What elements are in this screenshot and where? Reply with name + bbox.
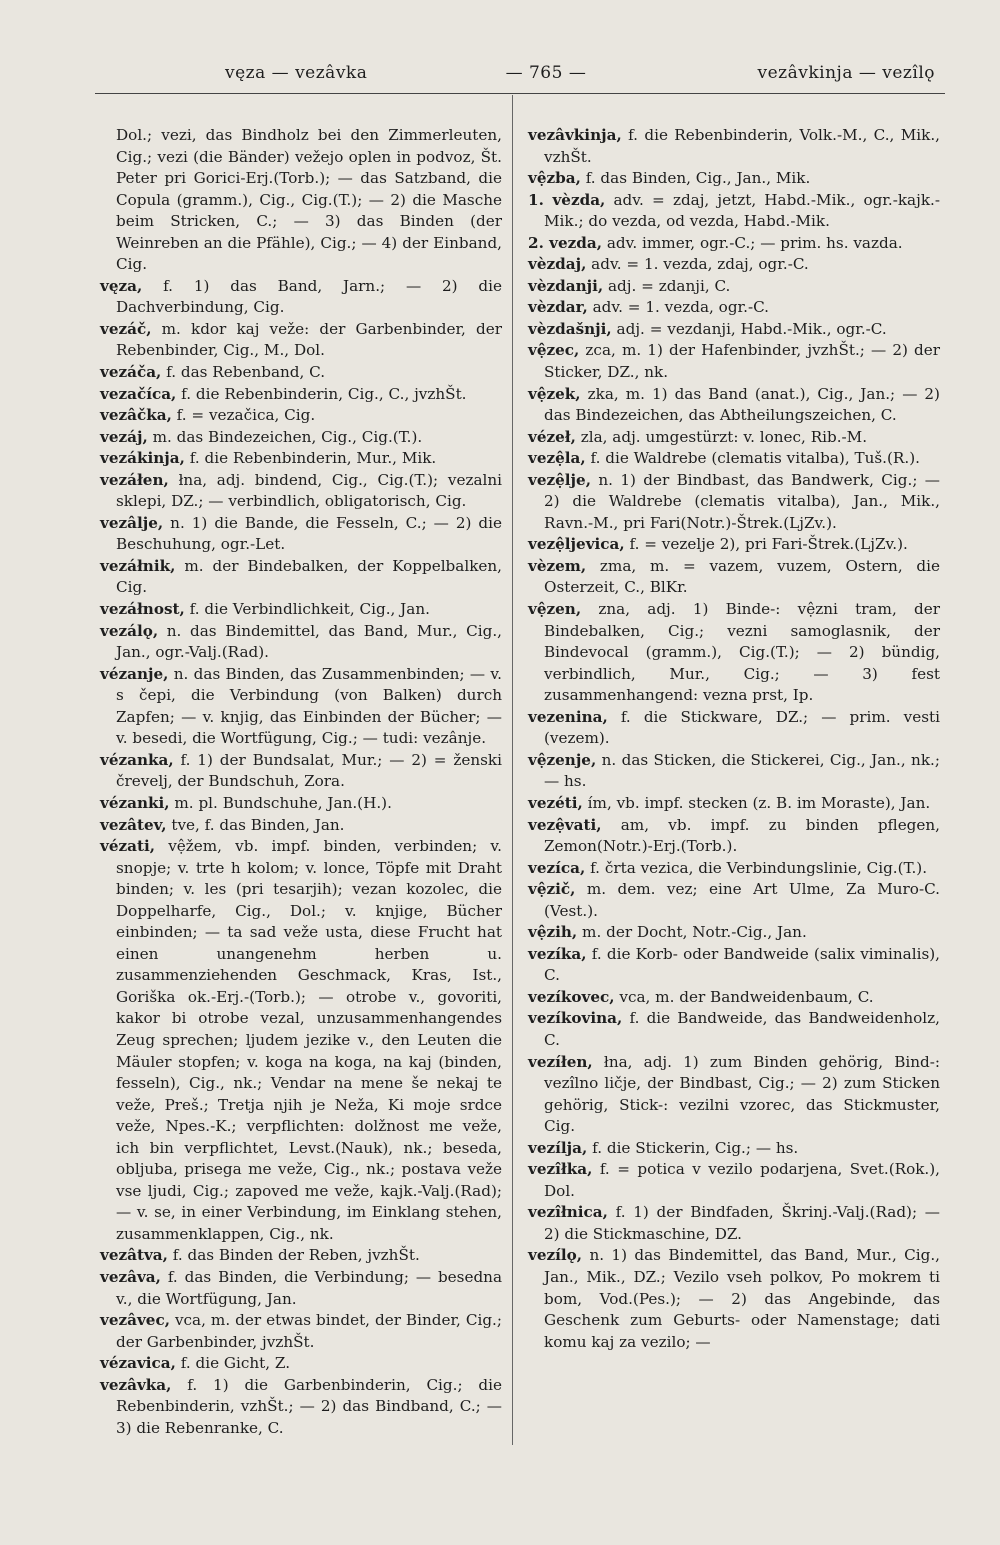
entry-headword: vezíłen, [528,1052,593,1071]
entry-definition: zma, m. = vazem, vuzem, Ostern, die Osterzeit, C., BlKr. [544,556,940,597]
entry-headword: vézeł, [528,427,576,446]
entry-headword: vezílja, [528,1138,588,1157]
dictionary-entry [528,556,940,599]
entry-definition: m. pl. Bundschuhe, Jan.(H.). [169,793,392,812]
entry-definition: am, vb. impf. zu binden pflegen, Zemon(Notr.)-Erj.(Torb.). [544,815,940,856]
dictionary-entry [100,362,502,384]
entry-definition: m. kdor kaj veže: der Garbenbinder, der Rebenbinder, Cig., M., Dol. [116,319,502,360]
entry-definition: f. die Korb- oder Bandweide (salix viminalis), C. [544,944,940,985]
dictionary-entry [528,922,940,944]
entry-headword: vezệljevica, [528,535,625,554]
entry-definition: m. dem. vez; eine Art Ulme, Za Muro-C.(Vest.). [544,880,940,920]
dictionary-entry [100,599,502,621]
entry-headword: vezáłnost, [100,600,185,619]
dictionary-entry [528,815,940,858]
entry-definition: vca, m. der etwas bindet, der Binder, Cig.; der Garbenbinder, jvzhŠt. [116,1311,502,1351]
entry-headword: vezíka, [528,944,587,963]
entry-definition: f. 1) das Band, Jarn.; — 2) die Dachverbindung, Cig. [116,276,502,317]
entry-headword: vezâvec, [100,1311,170,1330]
entry-definition: ím, vb. impf. stecken (z. B. im Moraste), Jan. [582,793,931,812]
dictionary-entry [100,427,502,449]
dictionary-entry [528,1052,940,1138]
dictionary-entry [528,448,940,470]
entry-definition: zna, adj. 1) Binde-: vệzni tram, der Bindebalken, Cig.; vezni samoglasnik, der Bindevocal (gramm.), Cig.(T.); — 2) bündig, verbindlich, Mur., Cig.; — 3) fest zusammenhangend: vezna prst, Ip. [544,600,940,705]
entry-headword: vezáča, [100,363,162,382]
entry-headword: vệzen, [528,600,582,619]
entry-definition: f. die Verbindlichkeit, Cig., Jan. [184,600,430,619]
entry-definition: m. das Bindezeichen, Cig., Cig.(T.). [147,427,423,446]
dictionary-entry [100,1267,502,1310]
dictionary-entry [528,470,940,535]
dictionary-entry [528,944,940,987]
entry-headword: vézanka, [100,750,174,769]
page-number: — 765 — [505,63,587,83]
dictionary-entry [100,621,502,664]
entry-headword: vezâvka, [100,1375,172,1394]
entry-definition: f. = vezačica, Cig. [171,406,316,425]
entry-definition: adv. = 1. vezda, ogr.-C. [587,298,769,317]
entry-definition: n. 1) das Bindemittel, das Band, Mur., Cig., Jan., Mik., DZ.; Vezilo vseh polkov, Po mokrem ti bom, Vod.(Pes.); — 2) das Angebinde, das Geschenk zum Geburts- oder Namenstage; dati komu kaj za vezilo; — [544,1246,940,1351]
entry-definition: f. = vezelje 2), pri Fari-Štrek.(LjZv.). [624,535,908,554]
entry-definition: n. 1) der Bindbast, das Bandwerk, Cig.; — 2) die Waldrebe (clematis vitalba), Jan., Mik., Ravn.-M., pri Fari(Notr.)-Štrek.(LjZv.). [544,470,940,532]
dictionary-entry [100,125,502,276]
entry-headword: vệzih, [528,923,578,942]
entry-headword: vezệvati, [528,815,602,834]
entry-headword: vezîłka, [528,1160,593,1179]
entry-definition: m. der Bindebalken, der Koppelbalken, Cig. [116,556,502,597]
entry-definition: Dol.; vezi, das Bindholz bei den Zimmerleuten, Cig.; vezi (die Bänder) vežejo oplen in podvoz, Št. Peter pri Gorici-Erj.(Torb.); — das Satzband, die Copula (gramm.), Cig., Cig.(T.); — 2) die Masche beim Stricken, C.; — 3) das Binden (der Weinreben an die Pfähle), Cig.; — 4) der Einband, Cig. [116,126,502,274]
entry-definition: f. die Gicht, Z. [175,1354,291,1373]
entry-headword: 2. vezda, [528,233,603,252]
entry-headword: vèzdanji, [528,276,604,295]
entry-headword: vezáłnik, [100,556,176,575]
dictionary-entry [528,858,940,880]
entry-headword: vezâva, [100,1267,161,1286]
dictionary-entry [100,1245,502,1267]
right-column [528,125,940,1353]
entry-headword: vezâtev, [100,815,167,834]
entry-headword: vezâlje, [100,513,164,532]
entry-definition: tve, f. das Binden, Jan. [166,815,345,834]
entry-definition: n. das Sticken, die Stickerei, Cig., Jan., nk.; — hs. [544,750,940,791]
dictionary-entry [528,879,940,922]
entry-headword: vézanje, [100,664,169,683]
entry-headword: vézavica, [100,1354,176,1373]
dictionary-entry [100,319,502,362]
dictionary-entry [528,276,940,298]
entry-definition: f. die Rebenbinderin, Cig., C., jvzhŠt. [176,384,467,403]
dictionary-entry [528,168,940,190]
entry-headword: vệzič, [528,880,576,899]
entry-headword: vęza, [100,276,143,295]
entry-definition: zla, adj. umgestürzt: v. lonec, Rib.-M. [575,427,868,446]
dictionary-entry [100,815,502,837]
page-header [95,58,935,88]
entry-definition: adv. immer, ogr.-C.; — prim. hs. vazda. [602,233,903,252]
dictionary-entry [100,276,502,319]
entry-headword: vèzdašnji, [528,319,612,338]
entry-definition: łna, adj. bindend, Cig., Cig.(T.); vezalni sklepi, DZ.; — verbindlich, obligatorisch, Cig. [116,470,502,511]
column-divider [512,95,513,1445]
dictionary-entry [528,297,940,319]
entry-headword: vezálǫ, [100,621,159,640]
entry-headword: vezệla, [528,449,586,468]
dictionary-entry [100,405,502,427]
entry-definition: m. der Docht, Notr.-Cig., Jan. [577,923,807,942]
entry-definition: f. = potica v vezilo podarjena, Svet.(Rok.), Dol. [544,1160,940,1200]
dictionary-entry [528,427,940,449]
left-column [100,125,502,1439]
entry-headword: vezákinja, [100,449,185,468]
entry-definition: f. das Binden der Reben, jvzhŠt. [167,1246,420,1265]
dictionary-entry [100,750,502,793]
entry-headword: vezîłnica, [528,1203,608,1222]
entry-headword: vezéti, [528,793,583,812]
entry-definition: f. 1) der Bundsalat, Mur.; — 2) = ženski črevelj, der Bundschuh, Zora. [116,750,502,791]
dictionary-entry [528,1202,940,1245]
dictionary-entry [100,836,502,1245]
dictionary-entry [100,1353,502,1375]
dictionary-entry [528,987,940,1009]
entry-definition: f. die Waldrebe (clematis vitalba), Tuš.(R.). [585,449,920,468]
entry-definition: łna, adj. 1) zum Binden gehörig, Bind-: vezîlno ličje, der Bindbast, Cig.; — 2) zum Sticken gehörig, Stick-: vezilni vzorec, das Stickmuster, Cig. [544,1052,940,1136]
header-right-guide-words: vezâvkinja — vezîlǫ [757,63,935,83]
entry-definition: f. 1) der Bindfaden, Škrinj.-Valj.(Rad); — 2) die Stickmaschine, DZ. [544,1203,940,1243]
entry-definition: vca, m. der Bandweidenbaum, C. [614,987,874,1006]
dictionary-entry [100,664,502,750]
entry-definition: adj. = zdanji, C. [603,276,731,295]
entry-headword: vézanki, [100,793,170,812]
entry-headword: vèzdaj, [528,255,587,274]
entry-headword: vezíkovina, [528,1009,623,1028]
entry-definition: f. das Binden, die Verbindung; — besedna v., die Wortfügung, Jan. [116,1267,502,1308]
entry-definition: n. das Binden, das Zusammenbinden; — v. s čepi, die Verbindung (von Balken) durch Zapfen; — v. knjig, das Einbinden der Bücher; — v. besedi, die Wortfügung, Cig.; — tudi: vezânje. [116,664,502,748]
entry-headword: vệzenje, [528,750,597,769]
entry-definition: zca, m. 1) der Hafenbinder, jvzhŠt.; — 2) der Sticker, DZ., nk. [544,341,940,382]
entry-headword: vezačíca, [100,384,177,403]
entry-definition: zka, m. 1) das Band (anat.), Cig., Jan.; — 2) das Bindezeichen, das Abtheilungszeichen, C. [544,384,940,425]
dictionary-entry [100,470,502,513]
entry-headword: vezílǫ, [528,1246,583,1265]
dictionary-entry [528,1245,940,1353]
dictionary-entry [528,340,940,383]
entry-definition: adj. = vezdanji, Habd.-Mik., ogr.-C. [611,319,887,338]
entry-definition: adv. = 1. vezda, zdaj, ogr.-C. [586,255,809,274]
dictionary-entry [528,793,940,815]
dictionary-entry [100,556,502,599]
dictionary-entry [528,707,940,750]
entry-definition: f. črta vezica, die Verbindungslinie, Cig.(T.). [585,858,928,877]
entry-headword: vezáłen, [100,470,169,489]
entry-definition: n. 1) die Bande, die Fesseln, C.; — 2) die Beschuhung, ogr.-Let. [116,513,502,554]
entry-headword: vèzdar, [528,298,588,317]
dictionary-entry [528,1138,940,1160]
entry-definition: f. die Bandweide, das Bandweidenholz, C. [544,1009,940,1049]
entry-headword: vezệlje, [528,470,591,489]
dictionary-entry [100,384,502,406]
entry-headword: vezíca, [528,858,586,877]
dictionary-entry [528,125,940,168]
dictionary-entry [528,1159,940,1202]
entry-headword: vệzek, [528,384,581,403]
entry-headword: vézati, [100,837,156,856]
entry-headword: vezáč, [100,319,152,338]
header-rule [95,93,945,94]
entry-headword: vezâvkinja, [528,126,622,144]
dictionary-entry [528,254,940,276]
entry-headword: vezâtva, [100,1246,168,1265]
entry-headword: vezenina, [528,707,608,726]
entry-definition: f. die Stickerin, Cig.; — hs. [587,1138,799,1157]
entry-definition: f. die Stickware, DZ.; — prim. vesti (vezem). [544,707,940,748]
dictionary-entry [528,750,940,793]
dictionary-entry [100,1375,502,1440]
dictionary-entry [528,1008,940,1051]
entry-definition: f. die Rebenbinderin, Mur., Mik. [184,449,437,468]
dictionary-entry [528,534,940,556]
dictionary-entry [100,448,502,470]
entry-definition: n. das Bindemittel, das Band, Mur., Cig., Jan., ogr.-Valj.(Rad). [116,621,502,662]
dictionary-entry [100,513,502,556]
entry-definition: f. die Rebenbinderin, Volk.-M., C., Mik., vzhŠt. [544,126,940,166]
entry-definition: adv. = zdaj, jetzt, Habd.-Mik., ogr.-kajk.-Mik.; do vezda, od vezda, Habd.-Mik. [544,190,940,231]
dictionary-entry [528,599,940,707]
dictionary-entry [528,319,940,341]
header-left-guide-words: vęza — vezâvka [225,63,368,83]
entry-definition: f. das Rebenband, C. [161,363,326,382]
entry-headword: vệzba, [528,169,581,188]
entry-definition: f. das Binden, Cig., Jan., Mik. [580,169,811,188]
dictionary-entry [100,1310,502,1353]
dictionary-entry [528,384,940,427]
entry-headword: vezâčka, [100,406,172,425]
entry-headword: vezíkovec, [528,987,615,1006]
entry-definition: vệžem, vb. impf. binden, verbinden; v. snopje; v. trte h kolom; v. lonce, Töpfe mit Draht binden; v. les (pri tesarjih); vezan kozolec, die Doppelharfe, Cig., Dol.; v. knjige, Bücher einbinden; — ta sad veže usta, diese Frucht hat einen unangenehm herben u. zusammenziehenden Geschmack, Kras, Ist., Goriška ok.-Erj.-(Torb.); — otrobe v., govoriti, kakor bi otrobe vezal, unzusammenhangendes Zeug sprechen; ljudem jezike v., den Leuten die Mäuler stopfen; v. koga na koga, na kaj (binden, fesseln), Cig., nk.; Vendar na mene še nekaj te veže, Preš.; Tretja njih je Neža, Ki moje srdce veže, Npes.-K.; verpflichten: dolžnost me veže, ich bin verpflichtet, Levst.(Nauk), nk.; beseda, obljuba, prisega me veže, Cig., nk.; postava veže vse ljudi, Cig.; zapoved me veže, kajk.-Valj.(Rad); — v. se, in einer Verbindung, im Einklang stehen, zusammenklappen, Cig., nk. [116,837,502,1243]
entry-headword: vezáj, [100,427,148,446]
entry-headword: 1. vèzda, [528,190,606,209]
entry-definition: f. 1) die Garbenbinderin, Cig.; die Rebenbinderin, vzhŠt.; — 2) das Bindband, C.; — 3) die Rebenranke, C. [116,1375,502,1437]
dictionary-entry [528,190,940,233]
dictionary-entry [100,793,502,815]
dictionary-entry [528,233,940,255]
entry-headword: vệzec, [528,341,580,360]
entry-headword: vèzem, [528,556,587,575]
